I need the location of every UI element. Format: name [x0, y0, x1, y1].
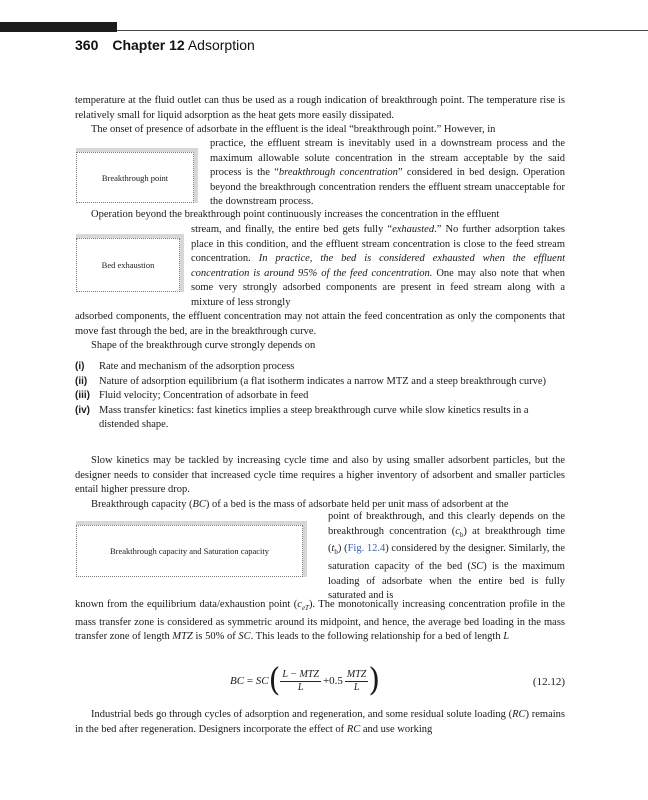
cb-symbol: c — [455, 525, 460, 537]
paragraph-3-text-2: .” No further adsorption takes place in this condition, and the effluent stream concentration is close to the feed stream concentration. — [191, 224, 565, 265]
rc-symbol: RC — [512, 709, 526, 720]
bc-symbol: BC — [192, 498, 206, 510]
paragraph-6-text-3: point of breakthrough, and this clearly depends on the breakthrough concentration ( — [328, 511, 565, 537]
right-paren: ) — [368, 662, 381, 699]
paragraph-6-text-5: ) ( — [337, 543, 348, 555]
paragraph-6-text-10: is 50% of — [192, 631, 239, 643]
paragraph-3-cont-text: adsorbed components, the effluent concentration may not attain the feed concentration as only the components that move fast through the bed, are in the breakthrough curve. — [75, 311, 565, 337]
paragraph-6-text-9: ). The monotonically increasing concentration profile in the mass transfer zone is considered as symmetric around its midpoint, and hence, the average bed loading in the mass transfer zone of length — [75, 599, 565, 643]
factor-list — [75, 360, 565, 433]
list-item — [75, 360, 565, 375]
paragraph-6-text-7: ) is the maximum loading of adsorbate when the entire bed is fully saturated and is — [328, 560, 565, 602]
sc-symbol-2: SC — [238, 631, 251, 643]
paragraph-2-lead: The onset of presence of adsorbate in the effluent is the ideal “breakthrough point.” However, in — [91, 124, 496, 136]
equation-number: (12.12) — [532, 676, 565, 688]
margin-note-text: Breakthrough capacity and Saturation capacity — [109, 546, 270, 556]
paragraph-7-text-3: and use working — [360, 723, 433, 735]
fraction-2 — [345, 669, 368, 694]
page-number: 360 — [75, 37, 99, 53]
paragraph-7-text-1: Industrial beds go through cycles of adsorption and regeneration, and some residual solute loading ( — [91, 709, 513, 720]
paragraph-3-italic-2: In practice, the bed is considered exhausted when the effluent concentration is around 95% of the feed concentration. — [191, 253, 565, 279]
rc-symbol-2: RC — [346, 723, 361, 735]
equation-sc: SC — [255, 675, 269, 687]
margin-note-capacity — [76, 521, 307, 577]
mtz-symbol: MTZ — [172, 631, 193, 643]
header-bar — [0, 22, 117, 32]
fraction-2-numerator: MTZ — [346, 668, 367, 680]
list-item — [75, 375, 565, 390]
paragraph-2 — [210, 137, 565, 210]
list-marker: (ii) — [75, 375, 88, 387]
paragraph-5-text: Slow kinetics may be tackled by increasing cycle time and also by using smaller adsorbent particles, but the designer needs to consider that increased cycle time requires a higher inventory of adsorbent and smaller particles entail higher pressure drop. — [75, 455, 565, 496]
paragraph-4-text: Shape of the breakthrough curve strongly depends on — [91, 340, 316, 352]
fraction-1-denominator: L — [297, 681, 304, 693]
paragraph-6-text-1: Breakthrough capacity ( — [91, 498, 193, 510]
paragraph-7 — [75, 708, 565, 737]
equation-12-12 — [75, 664, 565, 698]
fraction-1 — [280, 669, 321, 694]
header-rule — [117, 30, 648, 31]
paragraph-3-text-1: stream, and finally, the entire bed gets fully “ — [191, 224, 393, 235]
tb-subscript: b — [334, 548, 338, 557]
paragraph-6-text-6: ) considered by the designer. Similarly, the saturation capacity of the bed ( — [328, 543, 565, 572]
paragraph-6-text-11: . This leads to the following relationship for a bed of length — [250, 631, 504, 643]
paragraph-7-text-2: ) remains in the bed after regeneration. Designers incorporate the effect of — [75, 709, 565, 735]
chapter-label: Chapter 12 — [112, 37, 185, 53]
paragraph-6 — [328, 510, 565, 604]
paragraph-5 — [75, 454, 565, 512]
margin-note-breakthrough-point — [76, 148, 198, 203]
paragraph-2-text-2: ” considered in bed design. Operation beyond the breakthrough concentration renders the effluent stream unacceptable for the downstream process. — [210, 167, 565, 208]
paragraph-6-cont — [75, 598, 565, 645]
l-symbol: L — [503, 631, 510, 643]
paragraph-2-italic: breakthrough concentration — [278, 167, 398, 179]
list-item-text: Mass transfer kinetics: fast kinetics implies a steep breakthrough curve while slow kinetics results in a distended shape. — [99, 404, 529, 431]
list-marker: (iii) — [75, 390, 90, 402]
paragraph-3-cont — [75, 310, 565, 354]
margin-note-text: Bed exhaustion — [101, 260, 155, 270]
cb-subscript: b — [459, 530, 464, 539]
c-symbol: c — [297, 599, 302, 610]
sc-symbol: SC — [470, 560, 484, 572]
left-paren: ( — [268, 662, 281, 699]
list-item-text: Rate and mechanism of the adsorption process — [99, 361, 295, 372]
paragraph-6-text-8: known from the equilibrium data/exhaustion point ( — [75, 599, 298, 610]
paragraph-6-text-4: ) at breakthrough time ( — [328, 525, 565, 555]
paragraph-2-text-1: practice, the effluent stream is inevitably used in a downstream process and the maximum allowable solute concentration in the stream acceptable by the said process is the “ — [210, 138, 565, 179]
tb-symbol: t — [331, 543, 335, 555]
list-marker: (iv) — [75, 404, 90, 416]
margin-note-bed-exhaustion — [76, 234, 184, 292]
paragraph-3-italic-1: exhausted — [392, 224, 435, 235]
paragraph-3 — [191, 223, 565, 311]
margin-note-text: Breakthrough point — [101, 172, 169, 183]
paragraph-3-text-3: One may also note that when some very strongly adsorbed components are present in feed stream along with a mixture of less strongly — [191, 267, 565, 308]
paragraph-3-lead — [75, 208, 565, 223]
chapter-title: Adsorption — [187, 37, 255, 53]
equation-plus: +0.5 — [322, 675, 343, 687]
list-item-text: Nature of adsorption equilibrium (a flat isotherm indicates a narrow MTZ and a steep breakthrough curve) — [99, 375, 546, 387]
c-subscript: eT — [301, 604, 309, 613]
list-marker: (i) — [75, 361, 85, 372]
list-item — [75, 404, 565, 433]
paragraph-1 — [75, 94, 565, 138]
equation-lhs: BC — [230, 675, 245, 687]
paragraph-1-text: temperature at the fluid outlet can thus be used as a rough indication of breakthrough point. The temperature rise is relatively small for liquid adsorption as the heat gets more easily dissipated. — [75, 95, 565, 121]
fraction-1-numerator: L − MTZ — [282, 668, 319, 680]
fraction-2-denominator: L — [353, 681, 360, 693]
paragraph-3-lead-text: Operation beyond the breakthrough point continuously increases the concentration in the effluent — [91, 209, 500, 220]
figure-reference-link[interactable]: Fig. 12.4 — [347, 543, 386, 555]
list-item — [75, 389, 565, 404]
paragraph-6-text-2: ) of a bed is the mass of adsorbate held per unit mass of adsorbent at the — [205, 498, 509, 510]
list-item-text: Fluid velocity; Concentration of adsorbate in feed — [99, 390, 309, 402]
equation-equals: = — [244, 675, 256, 687]
page-header — [75, 37, 255, 53]
